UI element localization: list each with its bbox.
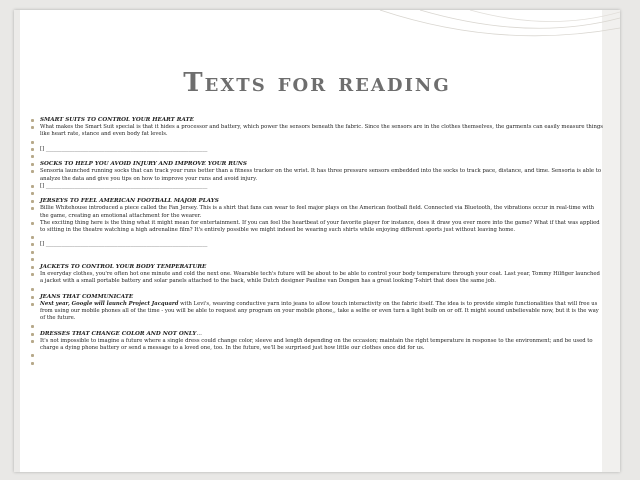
heading-text: JERSEYS TO FEEL AMERICAN FOOTBALL MAJOR PLAYS [40, 198, 219, 205]
paragraph-text: Sensoria launched running socks that can track your runs better than a fitness tracker on the wrist. It has three pressure sensors embedded into the socks to track pace, distance, and time. Sensoria is able to analyze the data and give you tips on how to improve your runs and avoid injury. [40, 168, 602, 182]
bullet-icon [31, 243, 34, 246]
fill-blank-line [31, 146, 603, 153]
section-heading [31, 264, 603, 271]
paragraph-text: Billie Whitehouse introduced a piece called the Fan Jersey. This is a shirt that fans can wear to feel major plays on the American football field. Connected via Bluetooth, the vibrations occur in real-time with the game, creating an emotional attachment for the wearer. [40, 205, 594, 219]
bullet-icon [31, 155, 34, 158]
bullet-icon [31, 185, 34, 188]
paragraph-text: What makes the Smart Suit special is that it hides a processor and battery, which power the sensors beneath the fabric. Since the sensors are in the clothes themselves, the garments can easily measure things like heart rate, stance and even body fat levels. [40, 124, 603, 138]
bullet-icon [31, 362, 34, 365]
fill-blank-line [31, 241, 603, 248]
empty-item [31, 139, 603, 146]
bullet-icon [31, 303, 34, 306]
bullet-icon [31, 251, 34, 254]
empty-item [31, 190, 603, 197]
list-item [31, 168, 603, 182]
bullet-icon [31, 200, 34, 203]
bullet-icon [31, 236, 34, 239]
empty-item [31, 256, 603, 263]
bullet-icon [31, 163, 34, 166]
bullet-icon [31, 273, 34, 276]
heading-text: JEANS THAT COMMUNICATE [40, 293, 134, 300]
empty-item [31, 323, 603, 330]
empty-item [31, 286, 603, 293]
bullet-icon [31, 325, 34, 328]
list-item [31, 271, 603, 285]
bullet-icon [31, 288, 34, 291]
empty-item [31, 249, 603, 256]
lead-text: Next year, Google will launch Project Jacquard [40, 300, 179, 307]
fill-blank-line [31, 183, 603, 190]
section-heading [31, 294, 603, 301]
slide-title: Texts for reading [183, 68, 451, 98]
paragraph-text: It's not impossible to imagine a future where a single dress could change color, sleeve and length depending on the occasion; maintain the right temperature in response to the environment; and be used to charge a dying phone battery or send a message to a loved one, too. In the future, we'll be surprised just how little our clothes once did for us. [40, 337, 593, 352]
bullet-icon [31, 354, 34, 357]
bullet-icon [31, 266, 34, 269]
section-heading [31, 117, 603, 124]
bullet-icon [31, 119, 34, 122]
bullet-icon [31, 170, 34, 173]
bullet-icon [31, 333, 34, 336]
list-item [31, 205, 603, 219]
blank-line-text: [] _____________________________________________________________ [40, 182, 208, 189]
heading-suffix: … [196, 330, 202, 337]
list-item [31, 220, 603, 234]
bullet-icon [31, 258, 34, 261]
bullet-icon [31, 192, 34, 195]
bullet-icon [31, 126, 34, 129]
bullet-icon [31, 296, 34, 299]
bullet-icon [31, 141, 34, 144]
section-heading [31, 161, 603, 168]
paragraph-text: The exciting thing here is the thing what it might mean for entertainment. If you can feel the heartbeat of your favorite player for instance, does it draw you ever more into the game? What if that was applied to sitting in the theatre watching a high adrenaline film? It's entirely possible we might indeed be wearing such shirts while enjoying different sports just without leaving home. [40, 219, 600, 233]
heading-text: DRESSES THAT CHANGE COLOR AND NOT ONLY [40, 330, 197, 337]
list-item [31, 338, 603, 352]
bullet-icon [31, 222, 34, 225]
empty-item [31, 360, 603, 367]
paragraph-text: In everyday clothes, you're often hot one minute and cold the next one. Wearable tech's future will be about to be able to control your body temperature through your coat. Last year, Tommy Hilfiger launched a jacket with a small portable battery and solar panels attached to the back, while Dutch designer Pauline van Dongen has a great looking T-shirt that does the same job. [40, 271, 600, 285]
heading-text: SOCKS TO HELP YOU AVOID INJURY AND IMPROVE YOUR RUNS [40, 161, 247, 168]
bullet-icon [31, 340, 34, 343]
empty-item [31, 153, 603, 160]
paragraph-text: with Levi's, weaving conductive yarn into jeans to allow touch interactivity on the fabric itself. The idea is to provide simple functionalities that will free us from using our mobile phones all of the time - you will be able to request any program on your mobile phone,, take a selfie or even turn a light bulb on or off. It might sound unbelievable now, but it is the way of the future. [40, 300, 599, 322]
section-heading [31, 331, 603, 338]
bullet-icon [31, 207, 34, 210]
heading-text: SMART SUITS TO CONTROL YOUR HEART RATE [40, 117, 194, 123]
list-item [31, 301, 603, 323]
section-heading [31, 198, 603, 205]
bullet-icon [31, 148, 34, 151]
blank-line-text: [] _____________________________________________________________ [40, 145, 208, 152]
slide [14, 10, 620, 472]
blank-line-text: [] _____________________________________________________________ [40, 241, 208, 248]
slide-body [31, 116, 603, 367]
bullet-list [31, 117, 603, 367]
heading-text: JACKETS TO CONTROL YOUR BODY TEMPERATURE [40, 263, 207, 270]
empty-item [31, 352, 603, 359]
empty-item [31, 234, 603, 241]
list-item [31, 124, 603, 138]
